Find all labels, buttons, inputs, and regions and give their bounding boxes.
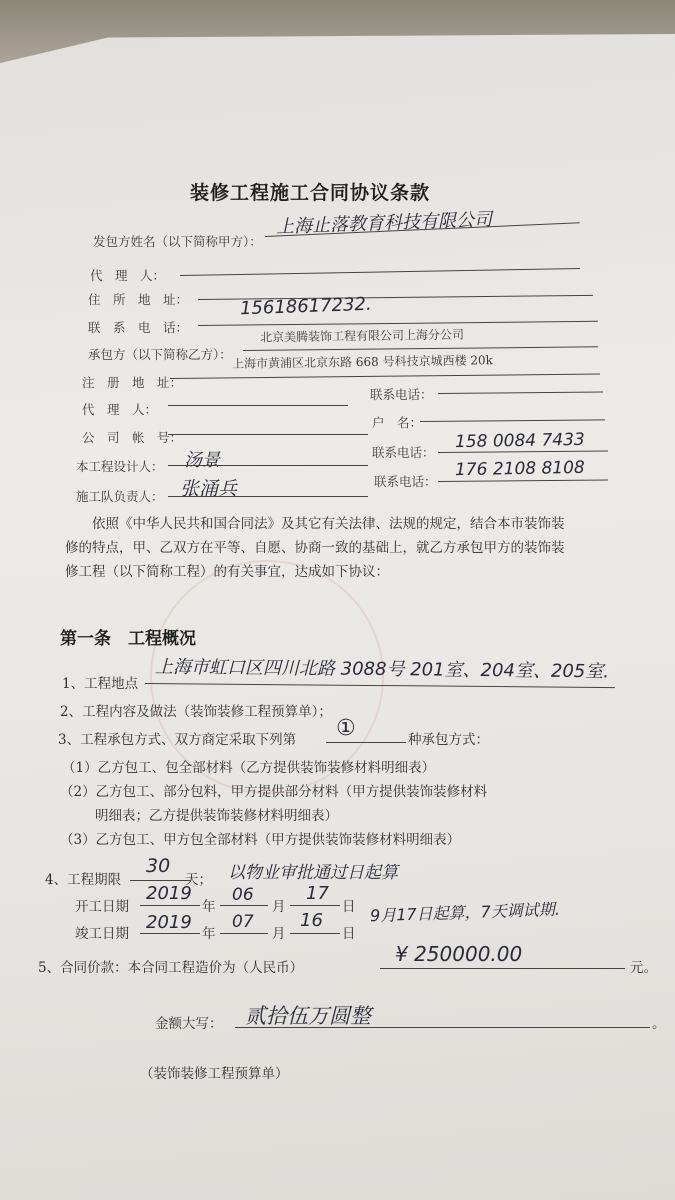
end-day-unit: 日: [342, 926, 356, 942]
item2-text: 2、工程内容及做法（装饰装修工程预算单）；: [60, 704, 332, 720]
party-b-name-label: 承包方（以下简称乙方）：: [88, 347, 232, 362]
party-b-account-line: [168, 434, 368, 435]
end-month-line: [220, 933, 268, 934]
budget-footer: （装饰装修工程预算单）: [140, 1066, 289, 1082]
end-year: 2019: [146, 912, 192, 933]
amount-words-end: 。: [652, 1016, 666, 1032]
start-day-line: [290, 905, 340, 906]
end-month-unit: 月: [272, 926, 286, 942]
party-b-contact-label: 联系电话：: [370, 387, 433, 402]
amount-words-line: [235, 1027, 650, 1028]
party-b-reg-value: 上海市黄浦区北京东路 668 号科技京城西楼 20k: [231, 353, 493, 371]
party-a-phone-label: 联 系 电 话：: [88, 320, 189, 335]
article-1-heading: 第一条 工程概况: [60, 629, 196, 649]
item1-label: 1、工程地点: [62, 676, 139, 692]
designer-label: 本工程设计人：: [76, 459, 164, 474]
option-2-line-2: 明细表；乙方提供装饰装修材料明细表）: [95, 808, 338, 824]
item3-prefix: 3、工程承包方式、双方商定采取下列第: [58, 732, 297, 748]
item3-line: [326, 742, 406, 743]
item3-suffix: 种承包方式：: [408, 732, 489, 748]
item4-days: 30: [146, 855, 171, 877]
party-b-name-value: 北京美腾装饰工程有限公司上海分公司: [259, 327, 465, 345]
item5-prefix: 5、合同价款：本合同工程造价为（人民币）: [38, 960, 304, 976]
item1-address: 上海市虹口区四川北路 3088号 201室、204室、205室.: [154, 656, 610, 683]
party-a-address-label: 住 所 地 址：: [88, 292, 189, 307]
designer-line: [168, 465, 368, 466]
intro-line-3: 修工程（以下简称工程）的有关事宜，达成如下协议：: [65, 564, 389, 580]
start-month-line: [220, 905, 268, 906]
party-b-reg-label: 注 册 地 址：: [82, 375, 183, 390]
start-date-label: 开工日期: [75, 899, 129, 915]
item4-note: 以物业审批通过日起算: [228, 863, 398, 883]
start-month-unit: 月: [272, 899, 286, 915]
team-lead-phone-label: 联系电话：: [374, 474, 437, 489]
start-day: 17: [306, 883, 329, 904]
party-b-agent-line: [168, 405, 348, 406]
item5-unit: 元。: [630, 960, 657, 976]
price-line: [380, 968, 625, 969]
start-year-line: [140, 905, 200, 906]
start-year-unit: 年: [202, 899, 216, 915]
party-b-account-label: 公 司 帐 号：: [82, 430, 183, 445]
party-a-name-value: 上海止落教育科技有限公司: [275, 209, 493, 238]
start-month: 06: [232, 885, 254, 905]
option-2-line-1: （2）乙方包工、部分包料，甲方提供部分材料（甲方提供装饰装修材料: [60, 784, 488, 800]
end-day: 16: [300, 910, 323, 931]
end-note: 9月17日起算，7天调试期.: [369, 899, 561, 926]
item4-unit: 天；: [185, 872, 212, 888]
end-date-label: 竣工日期: [75, 926, 129, 942]
end-day-line: [290, 933, 340, 934]
amount-words-value: 贰拾伍万圆整: [245, 1004, 371, 1028]
team-lead-line: [168, 496, 368, 497]
designer-phone-value: 158 0084 7433: [454, 429, 585, 453]
amount-words-label: 金额大写：: [155, 1016, 223, 1032]
party-a-phone-value: 15618617232.: [239, 293, 373, 320]
intro-line-1: 依照《中华人民共和国合同法》及其它有关法律、法规的规定，结合本市装饰装: [92, 516, 565, 532]
option-1: （1）乙方包工、包全部材料（乙方提供装饰装修材料明细表）: [62, 760, 436, 776]
item3-choice: ①: [336, 716, 356, 741]
team-lead-label: 施工队负责人：: [76, 489, 164, 504]
party-b-account-name-label: 户 名：: [372, 415, 423, 430]
item4-prefix: 4、工程期限: [45, 872, 122, 888]
contract-price: ¥ 250000.00: [395, 942, 523, 966]
designer-phone-label: 联系电话：: [372, 445, 435, 460]
party-a-agent-label: 代 理 人：: [90, 268, 166, 283]
option-3: （3）乙方包工、甲方包全部材料（甲方提供装饰装修材料明细表）: [60, 832, 461, 848]
party-b-agent-label: 代 理 人：: [82, 402, 158, 417]
party-a-name-label: 发包方姓名（以下简称甲方）：: [93, 234, 262, 249]
end-year-line: [140, 933, 200, 934]
end-month: 07: [232, 912, 254, 932]
intro-line-2: 修的特点，甲、乙双方在平等、自愿、协商一致的基础上，就乙方承包甲方的装饰装: [65, 540, 565, 556]
end-year-unit: 年: [202, 926, 216, 942]
item4-days-line: [130, 880, 190, 881]
team-lead-name: 张涌兵: [180, 478, 238, 500]
start-year: 2019: [146, 883, 192, 904]
designer-name: 汤景: [184, 450, 220, 471]
team-lead-phone-value: 176 2108 8108: [454, 457, 585, 481]
document-title: 装修工程施工合同协议条款: [190, 182, 431, 204]
start-day-unit: 日: [342, 899, 356, 915]
